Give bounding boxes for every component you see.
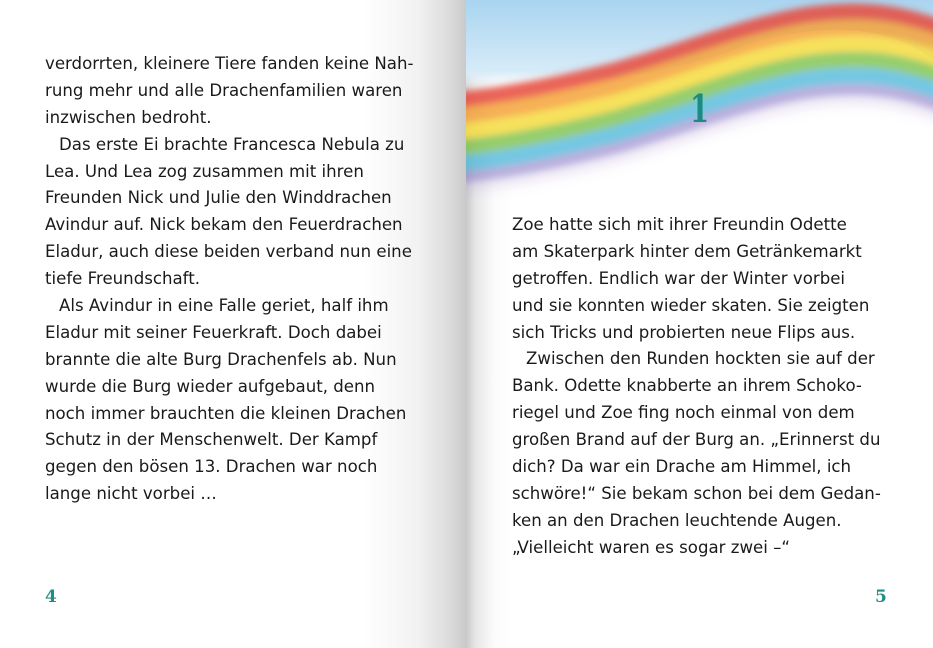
text-line: brannte die alte Burg Drachenfels ab. Nun xyxy=(45,349,397,369)
page-number-left: 4 xyxy=(45,587,57,607)
text-line: rung mehr und alle Drachenfamilien waren xyxy=(45,80,403,100)
right-page xyxy=(466,0,933,648)
text-line: Zoe hatte sich mit ihrer Freundin Odette xyxy=(512,215,847,234)
right-page-text xyxy=(512,212,881,562)
text-line: Schutz in der Menschenwelt. Der Kampf xyxy=(45,430,378,450)
page-number-right: 5 xyxy=(875,587,887,607)
text-line: sich Tricks und probierten neue Flips aus. xyxy=(512,322,856,342)
text-line: am Skaterpark hinter dem Getränkemarkt xyxy=(512,241,862,261)
text-line: und sie konnten wieder skaten. Sie zeigten xyxy=(512,295,870,315)
text-line: wurde die Burg wieder aufgebaut, denn xyxy=(45,376,376,396)
left-page-text xyxy=(45,51,413,508)
text-line: verdorrten, kleinere Tiere fanden keine Nah- xyxy=(45,54,414,73)
text-line: ken an den Drachen leuchtende Augen. xyxy=(512,510,842,530)
text-line: schwöre!“ Sie bekam schon bei dem Gedan- xyxy=(512,483,881,503)
text-line: Eladur, auch diese beiden verband nun eine xyxy=(45,242,412,262)
text-line: getroffen. Endlich war der Winter vorbei xyxy=(512,268,846,288)
text-line: „Vielleicht waren es sogar zwei –“ xyxy=(512,537,791,557)
text-line: dich? Da war ein Drache am Himmel, ich xyxy=(512,457,852,477)
text-line: Bank. Odette knabberte an ihrem Schoko- xyxy=(512,376,862,396)
chapter-number: 1 xyxy=(690,86,710,131)
text-line: Als Avindur in eine Falle geriet, half ihm xyxy=(59,296,389,316)
text-line: inzwischen bedroht. xyxy=(45,107,212,127)
text-line: lange nicht vorbei … xyxy=(45,484,217,504)
text-line: tiefe Freundschaft. xyxy=(45,269,201,289)
text-line: Das erste Ei brachte Francesca Nebula zu xyxy=(59,134,405,154)
text-line: Avindur auf. Nick bekam den Feuerdrachen xyxy=(45,215,403,235)
text-line: Eladur mit seiner Feuerkraft. Doch dabei xyxy=(45,322,382,342)
text-line: Lea. Und Lea zog zusammen mit ihren xyxy=(45,161,364,181)
text-line: riegel und Zoe fing noch einmal von dem xyxy=(512,403,855,423)
text-line: gegen den bösen 13. Drachen war noch xyxy=(45,457,378,477)
text-line: Freunden Nick und Julie den Winddrachen xyxy=(45,188,392,208)
text-line: Zwischen den Runden hockten sie auf der xyxy=(526,349,875,369)
left-page xyxy=(0,0,466,648)
text-line: noch immer brauchten die kleinen Drachen xyxy=(45,403,407,423)
text-line: großen Brand auf der Burg an. „Erinnerst du xyxy=(512,430,881,450)
